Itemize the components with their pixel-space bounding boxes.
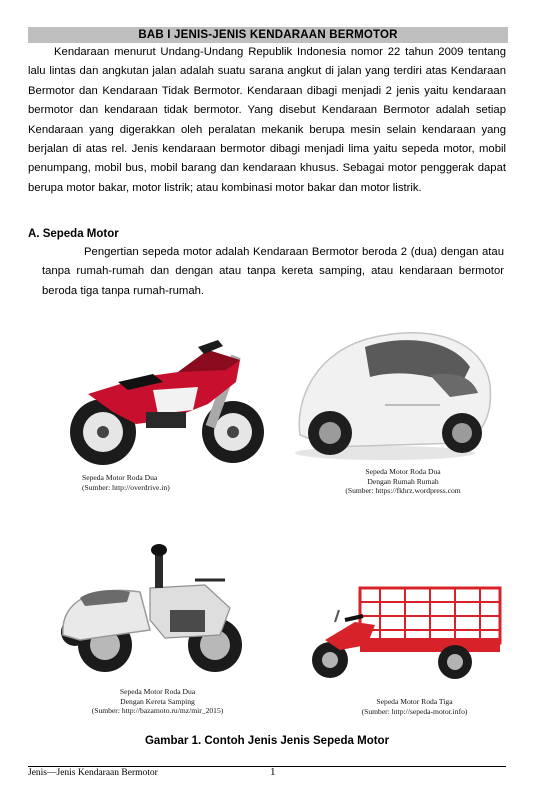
section-text: Pengertian sepeda motor adalah Kendaraan Bermotor beroda 2 (dua) dengan atau tanpa rumah-rumah dan dengan atau tanpa kereta samping, atau kendaraan bermotor beroda tiga tanpa rumah-rumah. — [42, 246, 504, 297]
caption-source: (Sumber: https://fkhrz.wordpress.com — [345, 486, 461, 495]
footer-divider — [28, 766, 506, 767]
intro-text: Kendaraan menurut Undang-Undang Republik Indonesia nomor 22 tahun 2009 tentang lalu lintas dan angkutan jalan adalah suatu sarana angkut di jalan yang terdiri atas Kendaraan Bermotor dan Kendaraan Tidak Bermotor. Kendaraan dibagi menjadi 2 jenis yaitu kendaraan bermotor dan kendaraan tidak bermotor. Yang disebut Kendaraan Bermotor adalah setiap Kendaraan yang digerakkan oleh peralatan mekanik berupa mesin selain kendaraan yang berjalan di atas rel. Jenis kendaraan bermotor dibagi menjadi lima yaitu sepeda motor, mobil penumpang, mobil bus, mobil barang dan kendaraan khusus. Sebagai motor penggerak dapat berupa motor bakar, motor listrik; atau kombinasi motor bakar dan motor listrik. — [28, 46, 506, 194]
cargo-tricycle-image — [305, 580, 505, 680]
page-number: 1 — [270, 766, 276, 778]
sidecar-motorcycle-image — [55, 540, 270, 680]
caption-line: Sepeda Motor Roda Dua — [82, 473, 158, 482]
section-heading: A. Sepeda Motor — [28, 228, 119, 240]
caption-line: Dengan Kereta Samping — [120, 696, 195, 706]
footer-label: Jenis—Jenis Kendaraan Bermotor — [28, 768, 158, 778]
section-paragraph — [42, 243, 504, 301]
caption-source: (Sumber: http://overdrive.in) — [82, 482, 170, 492]
caption-cargo-tricycle — [322, 697, 507, 716]
chapter-title: BAB I JENIS-JENIS KENDARAAN BERMOTOR — [28, 27, 508, 43]
intro-paragraph — [28, 43, 506, 198]
caption-sport-motorcycle — [64, 473, 214, 492]
enclosed-motorcycle-image — [290, 315, 505, 465]
caption-line: Sepeda Motor Roda Dua — [119, 687, 196, 696]
figure-title: Gambar 1. Contoh Jenis Jenis Sepeda Motor — [144, 735, 390, 747]
caption-source: (Sumber: http://bazamoto.ru/mz/mir_2015) — [91, 706, 224, 715]
caption-line: Sepeda Motor Roda Tiga — [376, 697, 453, 706]
caption-line: Dengan Rumah Rumah — [367, 476, 439, 486]
caption-source: (Sumber: http://sepeda-motor.info) — [361, 706, 468, 716]
sport-motorcycle-image — [58, 332, 273, 472]
caption-enclosed-motorcycle — [318, 467, 488, 496]
caption-sidecar-motorcycle — [55, 687, 260, 716]
caption-line: Sepeda Motor Roda Dua — [365, 467, 441, 476]
